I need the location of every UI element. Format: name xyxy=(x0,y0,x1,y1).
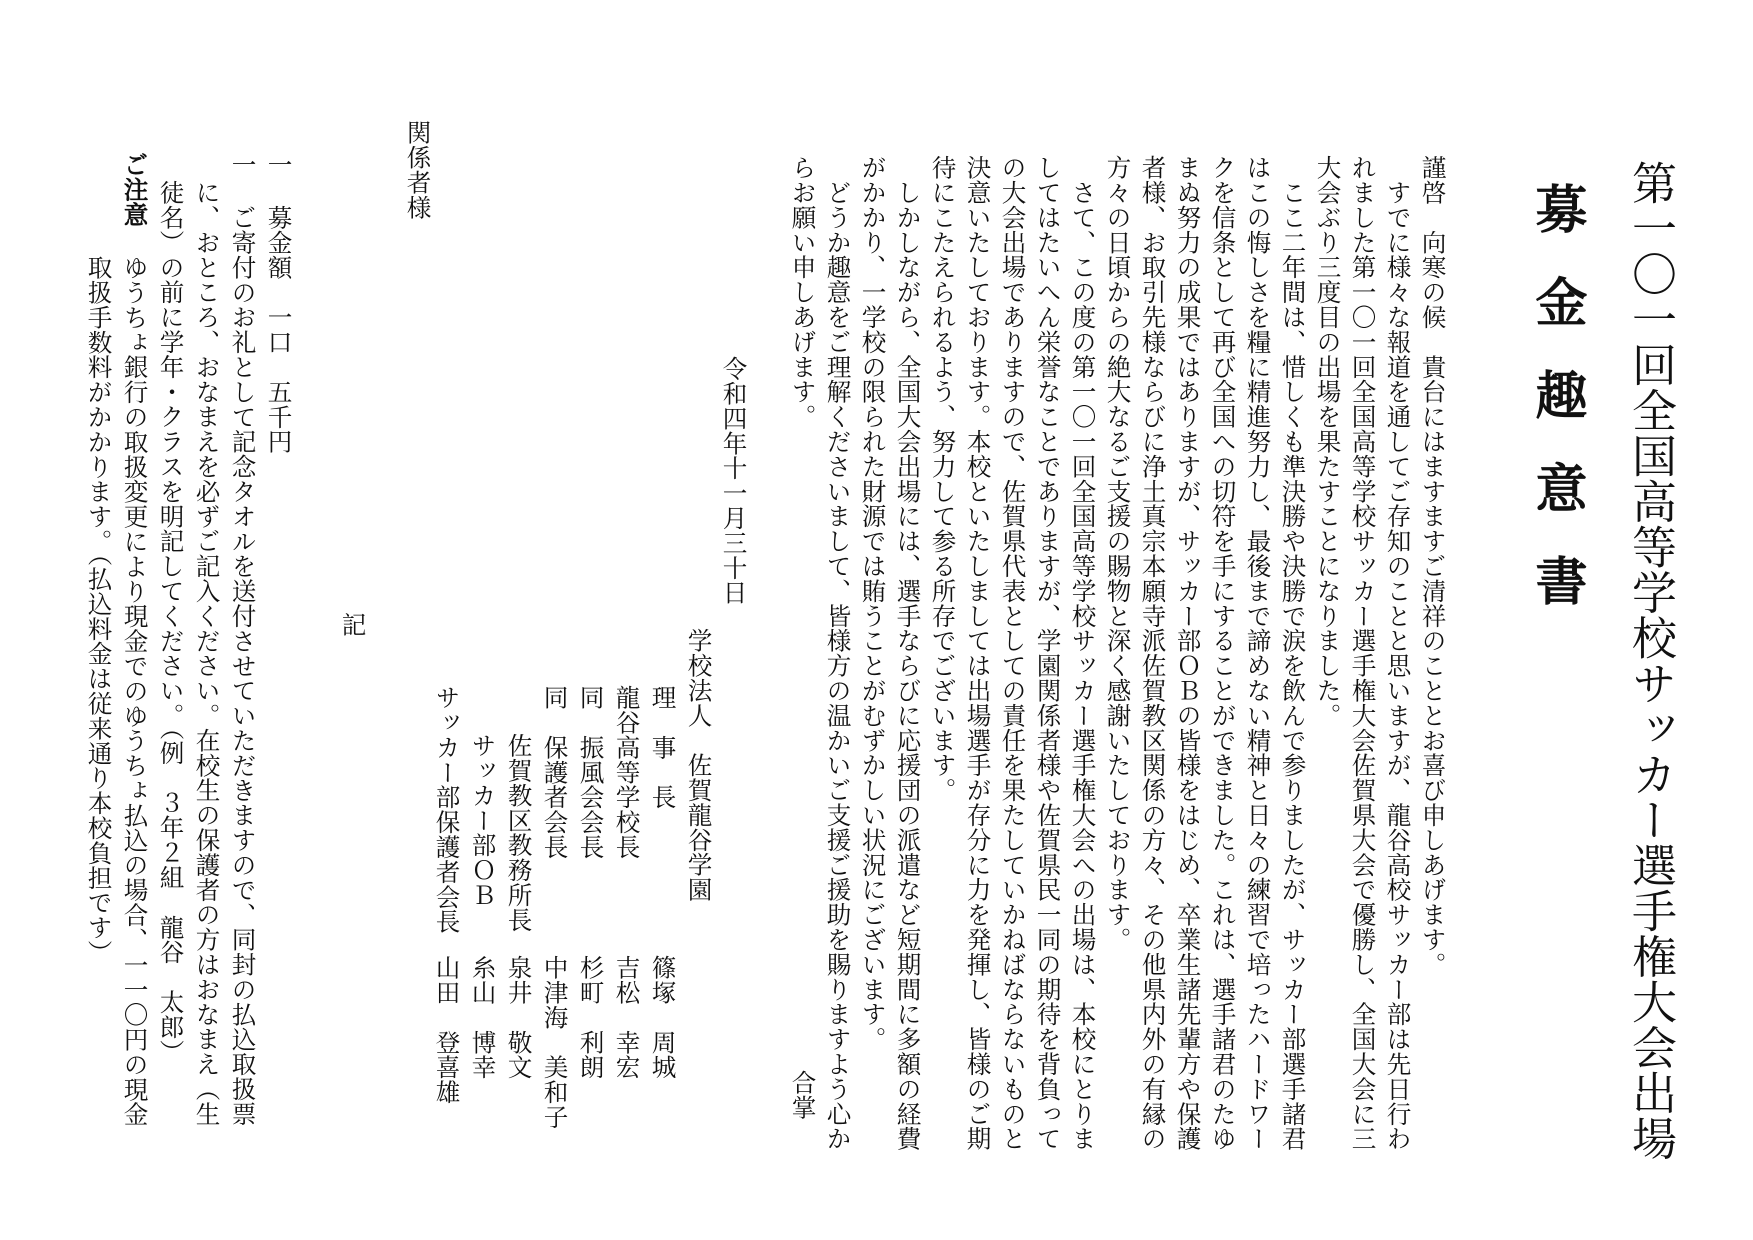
caution-line: ゆうちょ銀行の取扱変更により現金でのゆうちょ払込の場合、一一〇円の現金 xyxy=(120,255,150,1127)
letter-line: 者様、お取引先様ならびに浄土真宗本願寺派佐賀教区関係の方々、その他県内外の有縁の xyxy=(1138,155,1168,1151)
letter-line: まぬ努力の成果ではありますが、サッカー部ＯＢの皆様をはじめ、卒業生諸先輩方や保護 xyxy=(1173,155,1203,1151)
letter-line: の大会出場でありますので、佐賀県代表としての責任を果たしていかねばならないものと xyxy=(998,155,1028,1151)
letter-line: すでに様々な報道を通してご存知のことと思いますが、龍谷高校サッカー部は先日行わ xyxy=(1383,155,1413,1151)
signatory-title: 同 振風会会長 xyxy=(576,685,606,860)
letter-line: れました第一〇一回全国高等学校サッカー選手権大会佐賀県大会で優勝し、全国大会に三 xyxy=(1348,155,1378,1151)
note-line: 徒名）の前に学年・クラスを明記してください。（例 ３年２組 龍谷 太郎） xyxy=(156,180,186,1065)
letter-line: してはたいへん栄誉なことでありますが、学園関係者様や佐賀県民一同の期待を背負って xyxy=(1033,155,1063,1151)
caution-line: 取扱手数料がかかります。（払込料金は従来通り本校負担です） xyxy=(84,255,114,965)
letter-line: 大会ぶり三度目の出場を果たすことになりました。 xyxy=(1313,155,1343,728)
signatory-name: 吉松 幸宏 xyxy=(612,955,642,1080)
letter-line: 待にこたえられるよう、努力して参る所存でございます。 xyxy=(928,155,958,803)
signatory-name: 杉町 利朗 xyxy=(576,955,606,1080)
signatory-name: 中津海 美和子 xyxy=(540,955,570,1130)
signatory-title: 佐賀教区教務所長 xyxy=(504,733,534,933)
letter-line: クを信条として再び全国への切符を手にすることができました。これは、選手諸君のたゆ xyxy=(1208,155,1238,1151)
signatory-title: サッカー部ＯＢ xyxy=(468,733,498,908)
caution-label: ご注意 xyxy=(120,152,150,227)
note-donation-amount: 募金額 一口 五千円 xyxy=(264,205,294,454)
letter-line: はこの悔しさを糧に精進努力し、最後まで諦めない精神と日々の練習で培ったハードワー xyxy=(1243,155,1273,1151)
page-title: 第一〇一回全国高等学校サッカー選手権大会出場 xyxy=(1624,160,1677,1161)
signatory-name: 篠塚 周城 xyxy=(648,955,678,1080)
signatory-title: 同 保護者会長 xyxy=(540,685,570,860)
signatory-name: 泉井 敬文 xyxy=(504,955,534,1080)
letter-line: がかかり、一学校の限られた財源では賄うことがむずかしい状況にございます。 xyxy=(858,155,888,1052)
letter-line: さて、この度の第一〇一回全国高等学校サッカー選手権大会への出場は、本校にとりま xyxy=(1068,155,1098,1151)
document-subtitle: 募金趣意書 xyxy=(1526,182,1587,647)
letter-closing: 合掌 xyxy=(788,1070,818,1120)
letter-line: しかしながら、全国大会出場には、選手ならびに応援団の派遣など短期間に多額の経費 xyxy=(893,155,923,1151)
signatory-title: 龍谷高等学校長 xyxy=(612,685,642,860)
note-marker: 一 xyxy=(228,152,258,177)
letter-line: 謹啓 向寒の候 貴台にはますますご清祥のこととお喜び申しあげます。 xyxy=(1418,155,1448,977)
letter-line: ここ二年間は、惜しくも準決勝や決勝で涙を飲んで参りましたが、サッカー部選手諸君 xyxy=(1278,155,1308,1151)
note-marker: 一 xyxy=(264,152,294,177)
letter-line: 決意いたしております。本校といたしましては出場選手が存分に力を発揮し、皆様のご期 xyxy=(963,155,993,1151)
signatory-name: 糸山 博幸 xyxy=(468,955,498,1080)
note-line: に、おところ、おなまえを必ずご記入ください。在校生の保護者の方はおなまえ（生 xyxy=(192,180,222,1127)
letter-line: どうか趣意をご理解くださいまして、皆様方の温かいご支援ご援助を賜りますよう心か xyxy=(823,155,853,1151)
letter-line: 方々の日頃からの絶大なるご支援の賜物と深く感謝いたしております。 xyxy=(1103,155,1133,952)
signatory-title: サッカー部保護者会長 xyxy=(432,685,462,934)
note-line: ご寄付のお礼として記念タオルを送付させていただきますので、同封の払込取扱票 xyxy=(228,205,258,1127)
signatory-name: 山田 登喜雄 xyxy=(432,955,462,1105)
signatory-org: 学校法人 佐賀龍谷学園 xyxy=(684,628,714,902)
letter-date: 令和四年十一月三十日 xyxy=(719,356,749,605)
addressee: 関係者様 xyxy=(403,120,433,220)
ki-marker: 記 xyxy=(338,612,368,637)
signatory-title: 理 事 長 xyxy=(648,685,678,810)
letter-line: らお願い申しあげます。 xyxy=(788,155,818,429)
